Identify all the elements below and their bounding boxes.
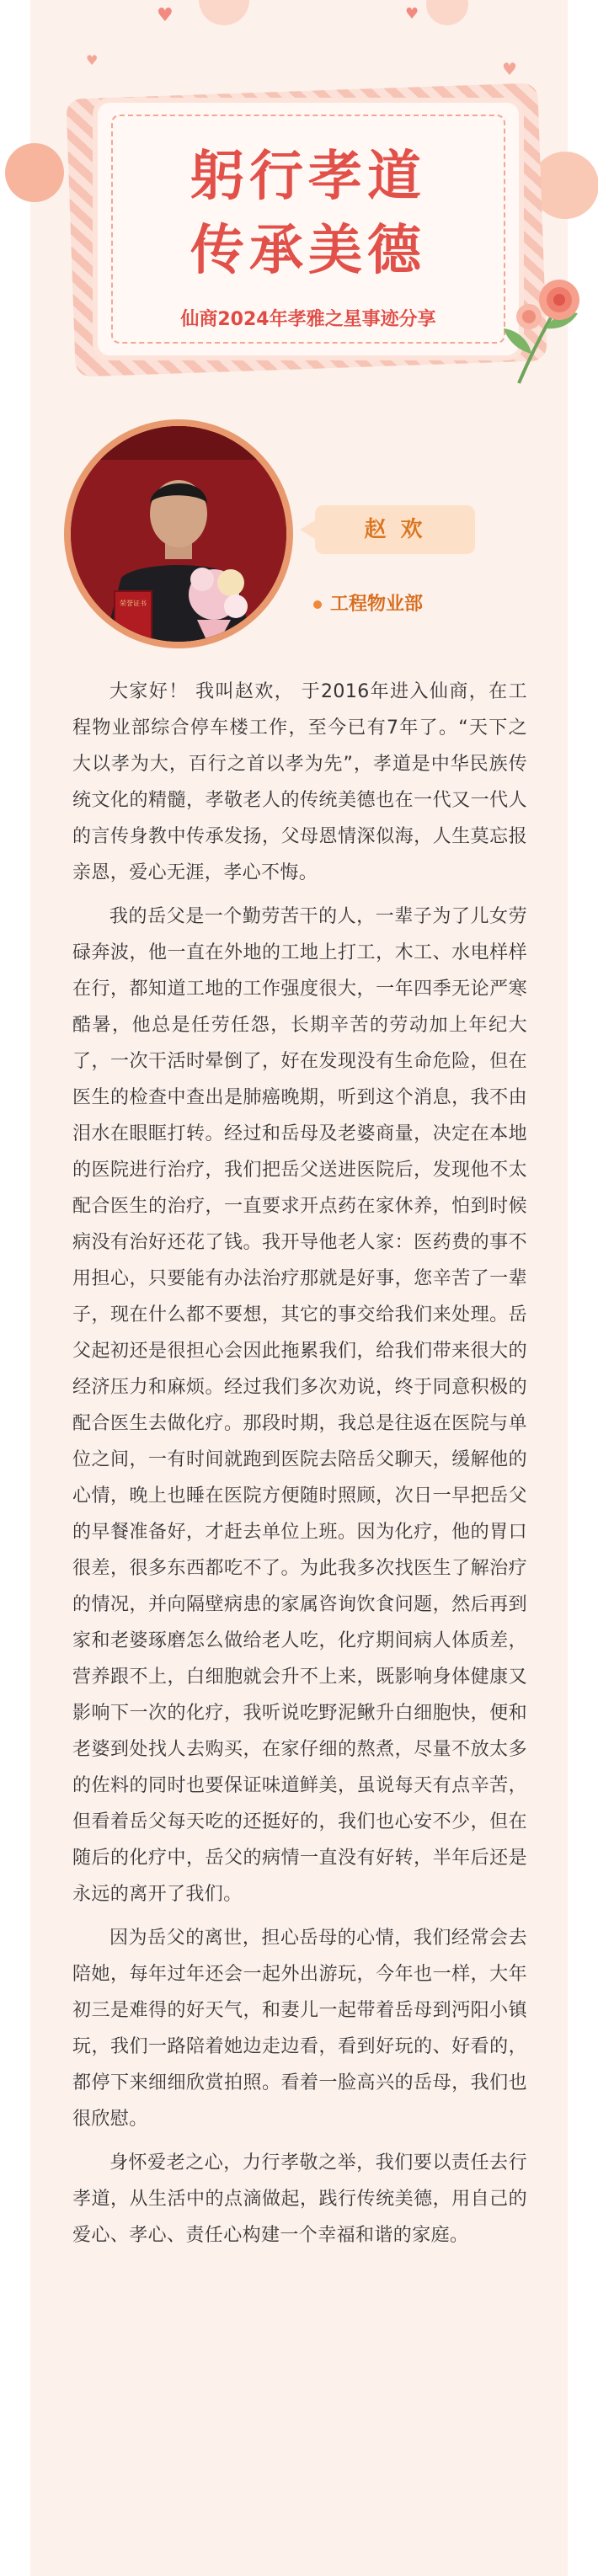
certificate-text: 荣誉证书 — [120, 600, 147, 607]
article-body — [72, 674, 527, 2261]
article-card — [30, 0, 568, 2576]
avatar — [71, 426, 286, 642]
title-card — [98, 103, 519, 355]
paragraph-3: 因为岳父的离世，担心岳母的心情，我们经常会去陪她，每年过年还会一起外出游玩，今年也一样，大年初三是难得的好天气，和妻儿一起带着岳母到沔阳小镇玩，我们一路陪着她边走边看，看到好玩的、好看的，都停下来细细欣赏拍照。看着一脸高兴的岳母，我们也很欣慰。 — [72, 1928, 527, 2130]
paragraph-1: 大家好！ 我叫赵欢， 于2016年进入仙商，在工程物业部综合停车楼工作，至今已有7年了。“天下之大以孝为大，百行之首以孝为先”，孝道是中华民族传统文化的精髓，孝敬老人的传统美德也在一代又一代人的言传身教中传承发扬，父母恩情深似海，人生莫忘报亲恩，爱心无涯，孝心不悔。 — [72, 681, 527, 883]
title-line-2: 传承美德 — [190, 219, 426, 282]
person-photo — [71, 426, 286, 642]
paragraph-2: 我的岳父是一个勤劳苦干的人，一辈子为了儿女劳碌奔波，他一直在外地的工地上打工，木工、水电样样在行，都知道工地的工作强度很大，一年四季无论严寒酷暑，他总是任劳任怨，长期辛苦的劳动加上年纪大了，一次干活时晕倒了，好在发现没有生命危险，但在医生的检查中查出是肺癌晚期，听到这个消息，我不由泪水在眼眶打转。经过和岳母及老婆商量，决定在本地的医院进行治疗，我们把岳父送进医院后，发现他不太配合医生的治疗，一直要求开点药在家休养，怕到时候病没有治好还花了钱。我开导他老人家：医药费的事不用担心，只要能有办法治疗那就是好事，您辛苦了一辈子，现在什么都不要想，其它的事交给我们来处理。岳父起初还是很担心会因此拖累我们，给我们带来很大的经济压力和麻烦。经过我们多次劝说，终于同意积极的配合医生去做化疗。那段时期，我总是往返在医院与单位之间，一有时间就跑到医院去陪岳父聊天，缓解他的心情，晚上也睡在医院方便随时照顾，次日一早把岳父的早餐准备好，才赶去单位上班。因为化疗，他的胃口很差，很多东西都吃不了。为此我多次找医生了解治疗的情况，并向隔壁病患的家属咨询饮食问题，然后再到家和老婆琢磨怎么做给老人吃，化疗期间病人体质差，营养跟不上，白细胞就会升不上来，既影响身体健康又影响下一次的化疗，我听说吃野泥鳅升白细胞快，便和老婆到处找人去购买，在家仔细的熬煮，尽量不放太多的佐料的同时也要保证味道鲜美，虽说每天有点辛苦，但看着岳父每天吃的还挺好的，我们也心安不少，但在随后的化疗中，岳父的病情一直没有好转，半年后还是永远的离开了我们。 — [72, 906, 527, 1905]
heart-icon: ♥ — [86, 52, 99, 68]
decor-circle — [426, 0, 468, 25]
avatar-frame — [64, 419, 293, 648]
name-tag — [315, 505, 475, 554]
decor-circle — [5, 143, 64, 202]
decor-circle — [199, 0, 249, 25]
heart-icon: ♥ — [405, 5, 419, 23]
department-label: 工程物业部 — [330, 594, 424, 615]
bullet-icon — [313, 600, 322, 609]
title-line-1: 躬行孝道 — [190, 145, 426, 208]
person-name: 赵 欢 — [364, 517, 426, 542]
flower-icon — [485, 269, 586, 387]
header-banner — [30, 0, 568, 404]
subtitle: 仙商2024年孝雅之星事迹分享 — [180, 309, 436, 330]
heart-icon: ♥ — [502, 59, 517, 79]
paragraph-4: 身怀爱老之心，力行孝敬之举，我们要以责任去行孝道，从生活中的点滴做起，践行传统美德，用自己的爱心、孝心、责任心构建一个幸福和谐的家庭。 — [72, 2152, 527, 2246]
page-margin-left — [0, 0, 30, 2576]
heart-icon: ♥ — [157, 5, 174, 26]
